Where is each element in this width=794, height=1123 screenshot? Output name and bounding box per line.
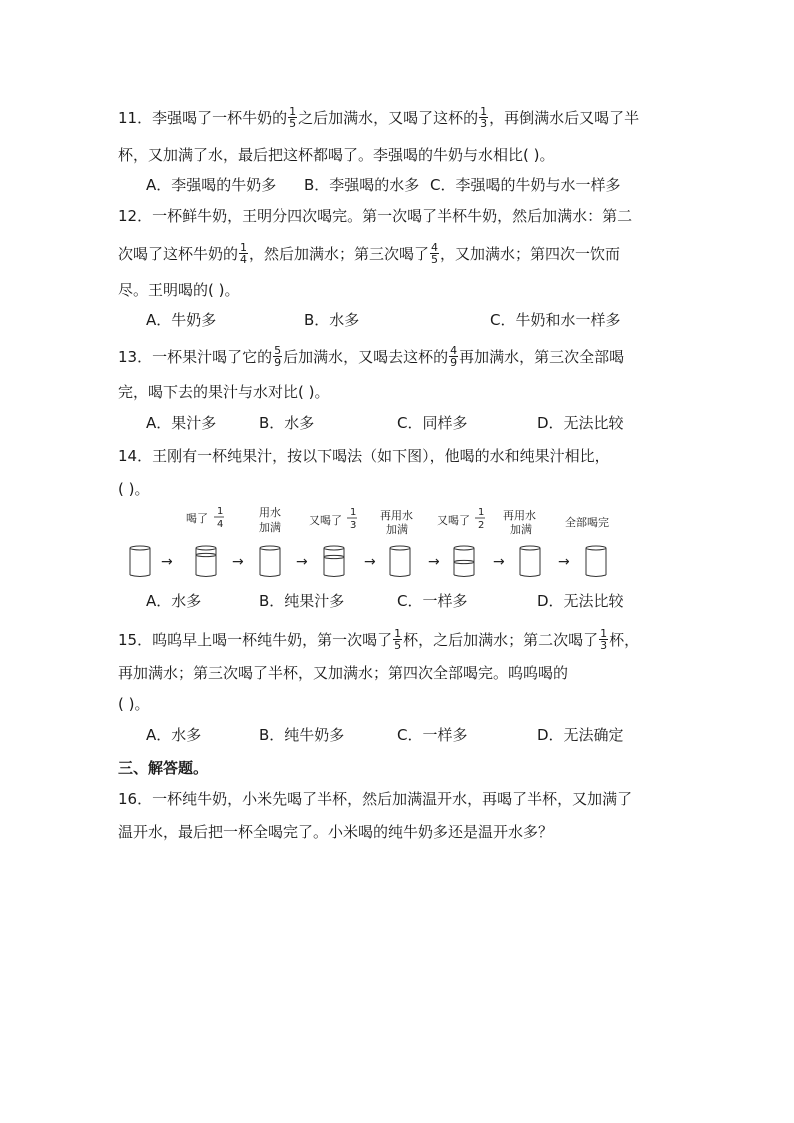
svg-text:又喝了: 又喝了 bbox=[437, 514, 470, 527]
q13-option-d[interactable]: D．无法比较 bbox=[537, 414, 624, 432]
svg-text:用水: 用水 bbox=[259, 506, 281, 519]
q14-option-d[interactable]: D．无法比较 bbox=[537, 592, 624, 610]
section-heading: 三、解答题。 bbox=[118, 759, 209, 777]
step1-label bbox=[186, 506, 224, 530]
arrow-icon: → bbox=[296, 554, 308, 570]
cup-refilled-icon bbox=[260, 546, 280, 577]
q15-line3: ( )。 bbox=[118, 695, 150, 713]
denominator: 4 bbox=[240, 253, 248, 266]
svg-text:又喝了: 又喝了 bbox=[309, 514, 342, 527]
q13-option-a[interactable]: A．果汁多 bbox=[146, 414, 217, 432]
q13-line1 bbox=[118, 346, 624, 369]
q15-option-b[interactable]: B．纯牛奶多 bbox=[259, 726, 345, 744]
step4-label bbox=[380, 508, 413, 536]
q11-line2: 杯，又加满了水，最后把这杯都喝了。李强喝的牛奶与水相比( )。 bbox=[118, 146, 555, 164]
arrow-icon: → bbox=[161, 554, 173, 570]
cup-three-quarter-icon bbox=[196, 546, 216, 577]
q12-text-c: ，又加满水；第四次一饮而 bbox=[440, 245, 621, 263]
q13-text-a: 13．一杯果汁喝了它的 bbox=[118, 348, 273, 366]
q11-option-a[interactable]: A．李强喝的牛奶多 bbox=[146, 176, 277, 194]
numerator: 1 bbox=[289, 105, 297, 118]
q11-option-c[interactable]: C．李强喝的牛奶与水一样多 bbox=[430, 176, 621, 194]
q15-fraction-1 bbox=[393, 628, 402, 651]
cup-two-thirds-icon bbox=[324, 546, 344, 577]
q11-fraction-2 bbox=[479, 106, 488, 129]
q13-option-b[interactable]: B．水多 bbox=[259, 414, 315, 432]
q13-line2: 完，喝下去的果汁与水对比( )。 bbox=[118, 383, 330, 401]
q16-line2: 温开水，最后把一杯全喝完了。小米喝的纯牛奶多还是温开水多？ bbox=[118, 823, 554, 841]
q15-fraction-2 bbox=[599, 628, 608, 651]
numerator: 4 bbox=[431, 241, 439, 254]
q11-text-b: 之后加满水，又喝了这杯的 bbox=[298, 109, 479, 127]
arrow-icon: → bbox=[428, 554, 440, 570]
q15-option-d[interactable]: D．无法确定 bbox=[537, 726, 624, 744]
svg-text:4: 4 bbox=[217, 519, 224, 530]
svg-text:2: 2 bbox=[478, 520, 485, 531]
svg-text:1: 1 bbox=[217, 506, 224, 517]
q15-option-a[interactable]: A．水多 bbox=[146, 726, 202, 744]
svg-text:再用水: 再用水 bbox=[503, 509, 536, 522]
numerator: 1 bbox=[480, 105, 488, 118]
cup-refilled-icon bbox=[520, 546, 540, 577]
q13-text-c: 再加满水，第三次全部喝 bbox=[459, 348, 625, 366]
svg-text:加满: 加满 bbox=[386, 523, 408, 536]
q13-text-b: 后加满水，又喝去这杯的 bbox=[283, 348, 449, 366]
q13-fraction-1 bbox=[273, 345, 282, 368]
q12-fraction-1 bbox=[239, 242, 248, 265]
q12-fraction-2 bbox=[430, 242, 439, 265]
q15-text-c: 杯， bbox=[609, 631, 640, 649]
q15-line2: 再加满水；第三次喝了半杯，又加满水；第四次全部喝完。呜呜喝的 bbox=[118, 664, 569, 682]
q12-line1: 12．一杯鲜牛奶，王明分四次喝完。第一次喝了半杯牛奶，然后加满水：第二 bbox=[118, 207, 633, 225]
denominator: 3 bbox=[600, 639, 608, 652]
step3-label bbox=[309, 507, 357, 531]
q11-option-b[interactable]: B．李强喝的水多 bbox=[304, 176, 420, 194]
denominator: 3 bbox=[480, 117, 488, 130]
drinking-process-diagram bbox=[0, 503, 794, 583]
q12-text-a: 次喝了这杯牛奶的 bbox=[118, 245, 239, 263]
numerator: 1 bbox=[600, 627, 608, 640]
q12-line3: 尽。王明喝的( )。 bbox=[118, 281, 240, 299]
q12-option-b[interactable]: B．水多 bbox=[304, 311, 360, 329]
denominator: 5 bbox=[289, 117, 297, 130]
arrow-icon: → bbox=[493, 554, 505, 570]
svg-text:加满: 加满 bbox=[259, 521, 281, 534]
cup-full-icon bbox=[130, 546, 150, 577]
cup-refilled-icon bbox=[390, 546, 410, 577]
q12-option-c[interactable]: C．牛奶和水一样多 bbox=[490, 311, 621, 329]
q14-line2: ( )。 bbox=[118, 480, 150, 498]
numerator: 1 bbox=[240, 241, 248, 254]
step7-label: 全部喝完 bbox=[565, 516, 609, 529]
step2-label bbox=[259, 505, 281, 534]
denominator: 5 bbox=[431, 253, 439, 266]
q12-option-a[interactable]: A．牛奶多 bbox=[146, 311, 217, 329]
svg-text:喝了: 喝了 bbox=[186, 512, 208, 525]
q15-line1 bbox=[118, 629, 639, 652]
q11-line1 bbox=[118, 107, 639, 130]
step5-label bbox=[437, 507, 485, 531]
svg-text:1: 1 bbox=[350, 507, 357, 518]
svg-text:加满: 加满 bbox=[510, 523, 532, 536]
arrow-icon: → bbox=[364, 554, 376, 570]
numerator: 5 bbox=[274, 344, 282, 357]
numerator: 1 bbox=[394, 627, 402, 640]
svg-text:1: 1 bbox=[478, 507, 485, 518]
q13-fraction-2 bbox=[449, 345, 458, 368]
step6-label bbox=[503, 508, 536, 536]
q14-option-c[interactable]: C．一样多 bbox=[397, 592, 468, 610]
cup-half-icon bbox=[454, 546, 474, 577]
q11-fraction-1 bbox=[288, 106, 297, 129]
q11-text-c: ，再倒满水后又喝了半 bbox=[489, 109, 640, 127]
svg-text:3: 3 bbox=[350, 520, 357, 531]
q15-text-a: 15．呜呜早上喝一杯纯牛奶，第一次喝了 bbox=[118, 631, 393, 649]
q13-option-c[interactable]: C．同样多 bbox=[397, 414, 468, 432]
q11-text-a: 11．李强喝了一杯牛奶的 bbox=[118, 109, 288, 127]
numerator: 4 bbox=[450, 344, 458, 357]
q12-line2 bbox=[118, 243, 620, 266]
q14-option-b[interactable]: B．纯果汁多 bbox=[259, 592, 345, 610]
denominator: 5 bbox=[394, 639, 402, 652]
arrow-icon: → bbox=[232, 554, 244, 570]
q14-line1: 14．王刚有一杯纯果汁，按以下喝法（如下图），他喝的水和纯果汁相比， bbox=[118, 447, 610, 465]
q14-option-a[interactable]: A．水多 bbox=[146, 592, 202, 610]
svg-text:再用水: 再用水 bbox=[380, 509, 413, 522]
q15-option-c[interactable]: C．一样多 bbox=[397, 726, 468, 744]
q15-text-b: 杯，之后加满水；第二次喝了 bbox=[403, 631, 599, 649]
denominator: 9 bbox=[274, 356, 282, 369]
arrow-icon: → bbox=[558, 554, 570, 570]
q16-line1: 16．一杯纯牛奶，小米先喝了半杯，然后加满温开水，再喝了半杯，又加满了 bbox=[118, 790, 633, 808]
cup-empty-icon bbox=[586, 546, 606, 577]
q12-text-b: ，然后加满水；第三次喝了 bbox=[249, 245, 430, 263]
denominator: 9 bbox=[450, 356, 458, 369]
